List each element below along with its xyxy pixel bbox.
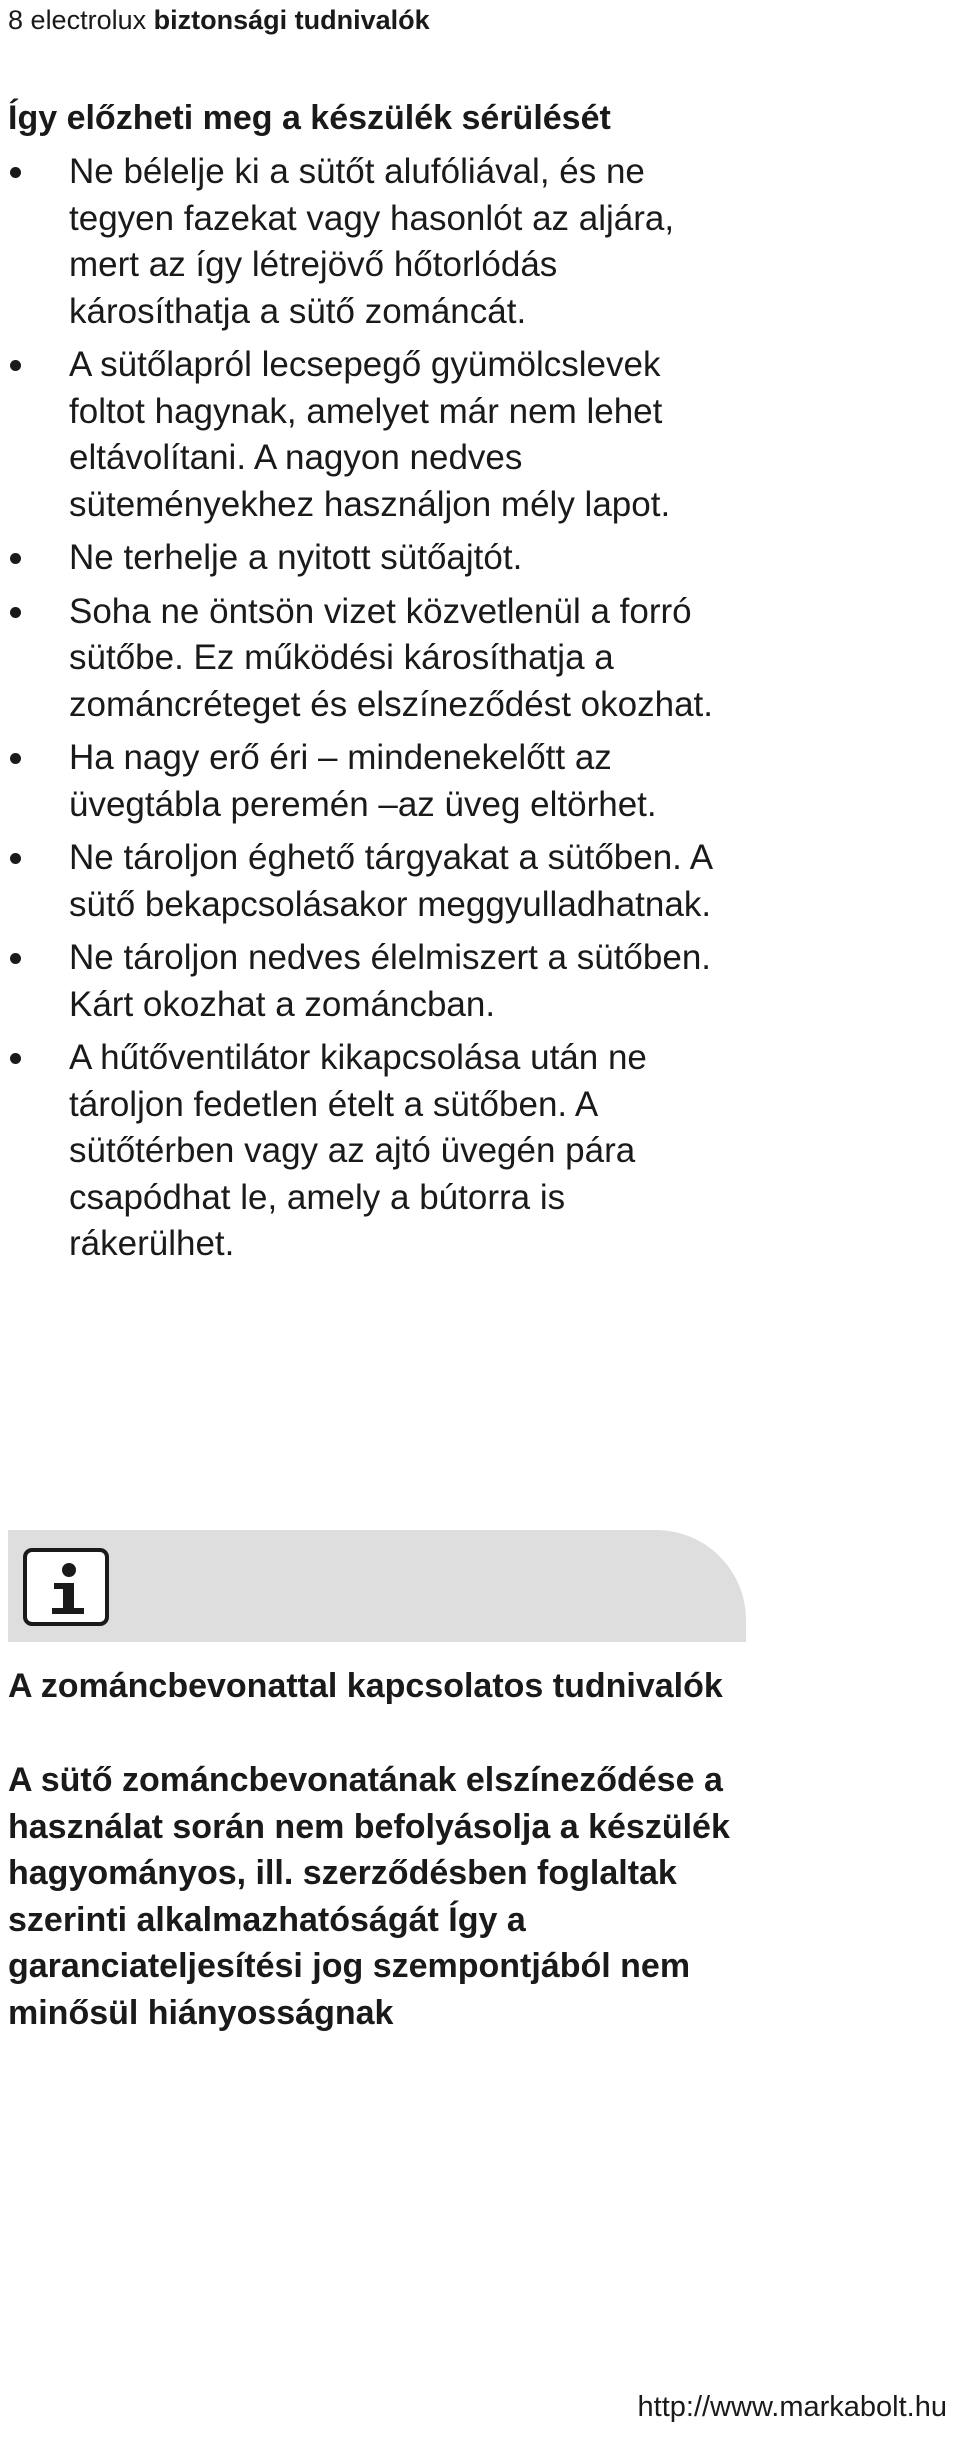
damage-bullet-list <box>8 149 728 1275</box>
bullet-item <box>8 835 728 928</box>
bullet-icon <box>10 167 21 178</box>
bullet-icon <box>10 1053 21 1064</box>
bullet-icon <box>10 953 21 964</box>
info-banner <box>8 1530 746 1642</box>
bullet-text: Ne bélelje ki a sütőt alufóliával, és ne tegyen fazekat vagy hasonlót az aljára, mert az így létrejövő hőtorlódás károsíthatja a sütő zománcát. <box>69 152 675 331</box>
bullet-text: A hűtőventilátor kikapcsolása után ne tároljon fedetlen ételt a sütőben. A sütőtérben vagy az ajtó üvegén pára csapódhat le, amely a bútorra is rákerülhet. <box>69 1038 647 1263</box>
bullet-icon <box>10 753 21 764</box>
bullet-text: Ne terhelje a nyitott sütőajtót. <box>69 538 523 577</box>
bullet-icon <box>10 360 21 371</box>
section-name: biztonsági tudnivalók <box>153 5 430 35</box>
bullet-item <box>8 149 728 335</box>
page-number: 8 <box>8 5 24 35</box>
page-header <box>8 2 430 38</box>
info-icon-dot <box>62 1563 76 1577</box>
bullet-text: Soha ne öntsön vizet közvetlenül a forró sütőbe. Ez működési károsíthatja a zománcréteget és elszíneződést okozhat. <box>69 591 713 724</box>
bullet-item <box>8 589 728 729</box>
bullet-icon <box>10 553 21 564</box>
damage-section-title: Így előzheti meg a készülék sérülését <box>8 99 611 137</box>
bullet-text: Ne tároljon éghető tárgyakat a sütőben. A sütő bekapcsolásakor meggyulladhatnak. <box>69 838 712 924</box>
info-icon <box>23 1548 109 1626</box>
info-icon-stem <box>63 1583 74 1611</box>
bullet-icon <box>10 853 21 864</box>
bullet-item <box>8 535 728 582</box>
bullet-text: Ne tároljon nedves élelmiszert a sütőben. Kárt okozhat a zománcban. <box>69 938 712 1024</box>
bullet-icon <box>10 607 21 618</box>
bullet-item <box>8 342 728 528</box>
bullet-text: A sütőlapról lecsepegő gyümölcslevek foltot hagynak, amelyet már nem lehet eltávolítani. A nagyon nedves süteményekhez használjon mély lapot. <box>69 345 671 524</box>
bullet-text: Ha nagy erő éri – mindenekelőtt az üvegtábla peremén –az üveg eltörhet. <box>69 738 657 824</box>
info-icon-base <box>52 1608 84 1614</box>
enamel-section-title: A zománcbevonattal kapcsolatos tudnivalók <box>8 1667 723 1705</box>
footer-url: http://www.markabolt.hu <box>637 2391 947 2423</box>
bullet-item <box>8 1035 728 1268</box>
bullet-item <box>8 935 728 1028</box>
bullet-item <box>8 735 728 828</box>
brand-name: electrolux <box>30 5 147 35</box>
enamel-section-body: A sütő zománcbevonatának elszíneződése a használat során nem befolyásolja a készülék hagyományos, ill. szerződésben foglaltak szerinti alkalmazhatóságát Így a garanciateljesítési jog szempontjából nem minősül hiányosságnak <box>8 1761 730 2032</box>
